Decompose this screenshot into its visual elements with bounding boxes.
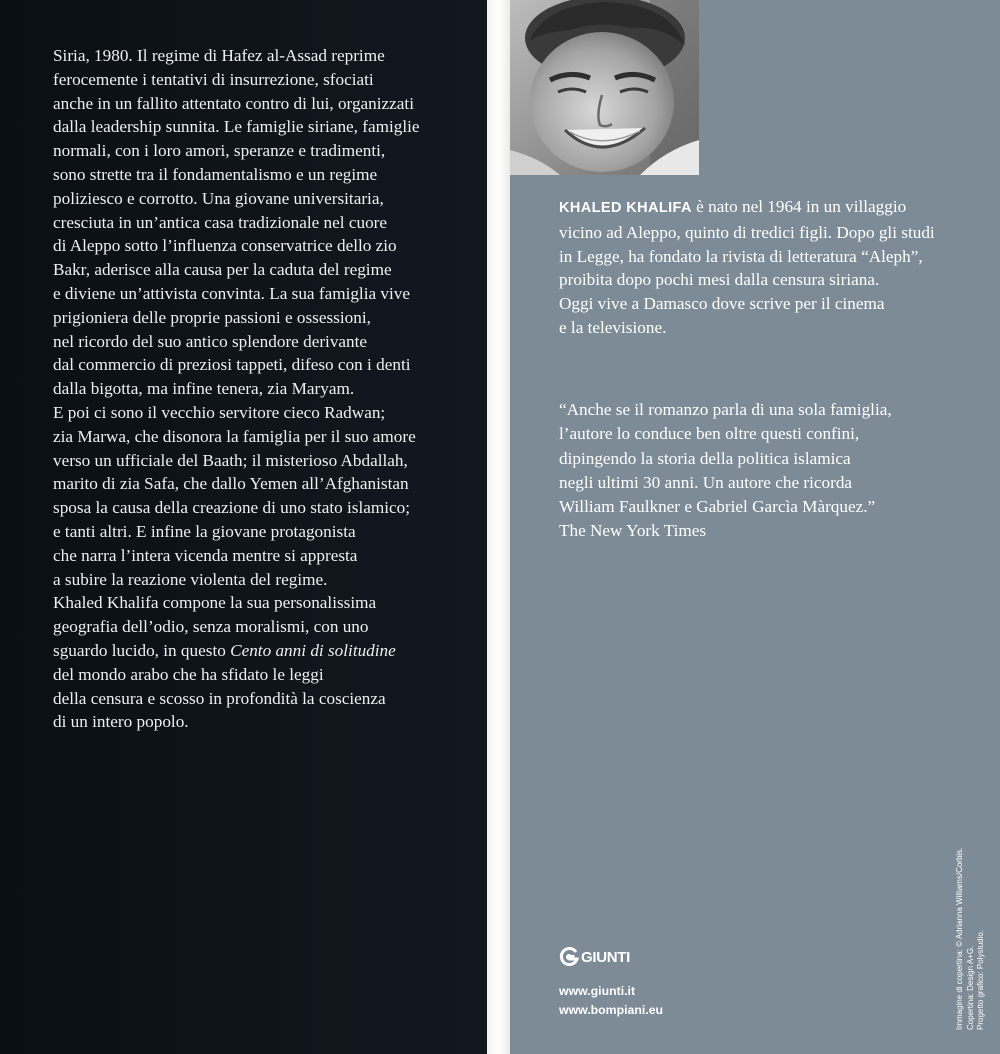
blurb-italic-title: Cento anni di solitudine (230, 640, 396, 660)
website-giunti-link[interactable]: www.giunti.it (559, 984, 636, 998)
press-quote-source: The New York Times (559, 521, 707, 541)
author-bio-paragraph (559, 195, 979, 340)
publisher-websites (559, 982, 663, 1020)
publisher-logo (559, 946, 630, 968)
author-photo (510, 0, 699, 175)
website-bompiani-link[interactable]: www.bompiani.eu (559, 1003, 664, 1017)
blurb-text-part-2: del mondo arabo che ha sfidato le leggi della censura e scosso in profondità la coscienza di un intero popolo. (53, 664, 386, 732)
press-quote (559, 398, 979, 544)
giunti-logo-g-icon (559, 947, 579, 967)
credit-image: Immagine di copertina: © Adrianna Williams/Corbis. (955, 847, 964, 1030)
blurb-text-part-1: Siria, 1980. Il regime di Hafez al-Assad reprime ferocemente i tentativi di insurrezione, sfociati anche in un fallito attentato contro di lui, organizzati dalla leadership sunnita. Le famiglie siriane, famiglie normali, con i loro amori, speranze e tradimenti, sono strette tra il fondamentalismo e un regime poliziesco e corrotto. Una giovane universitaria, cresciuta in un’antica casa tradizionale nel cuore di Aleppo sotto l’influenza conservatrice dello zio Bakr, aderisce alla causa per la caduta del regime e diviene un’attivista convinta. La sua famiglia vive prigioniera delle proprie passioni e ossessioni, nel ricordo del suo antico splendore derivante dal commercio di preziosi tappeti, difeso con i denti dalla bigotta, ma infine tenera, zia Maryam. E poi ci sono il vecchio servitore cieco Radwan; zia Marwa, che disonora la famiglia per il suo amore verso un ufficiale del Baath; il misterioso Abdallah, marito di zia Safa, che dallo Yemen all’Afghanistan sposa la causa della creazione di uno stato islamico; e tanti altri. E infine la giovane protagonista che narra l’intera vicenda mentre si appresta a subire la reazione violenta del regime. Khaled Khalifa compone la sua personalissima geografia dell’odio, senza moralismi, con uno sguardo lucido, in questo (53, 46, 420, 660)
author-bio (559, 195, 979, 340)
blurb-paragraph (53, 44, 483, 734)
press-quote-text: “Anche se il romanzo parla di una sola famiglia, l’autore lo conduce ben oltre questi confini, dipingendo la storia della politica islamica negli ultimi 30 anni. Un autore che ricorda William Faulkner e Gabriel Garcìa Màrquez.” (559, 400, 892, 517)
author-portrait-image (510, 0, 699, 175)
credit-cover-design: Copertina: Design A+G. (965, 945, 975, 1030)
author-name: KHALED KHALIFA (559, 200, 692, 216)
cover-credits (955, 848, 987, 1030)
author-bio-text: è nato nel 1964 in un villaggio vicino ad Aleppo, quinto di tredici figli. Dopo gli studi in Legge, ha fondato la rivista di letteratura “Aleph”, proibita dopo pochi mesi dalla censura siriana. Oggi vive a Damasco dove scrive per il cinema e la televisione. (559, 197, 935, 337)
credit-graphic-project: Progetto grafico: Polystudio. (976, 929, 985, 1030)
flap-divider (487, 0, 510, 1054)
book-blurb (53, 44, 483, 734)
publisher-name: GIUNTI (581, 948, 631, 966)
